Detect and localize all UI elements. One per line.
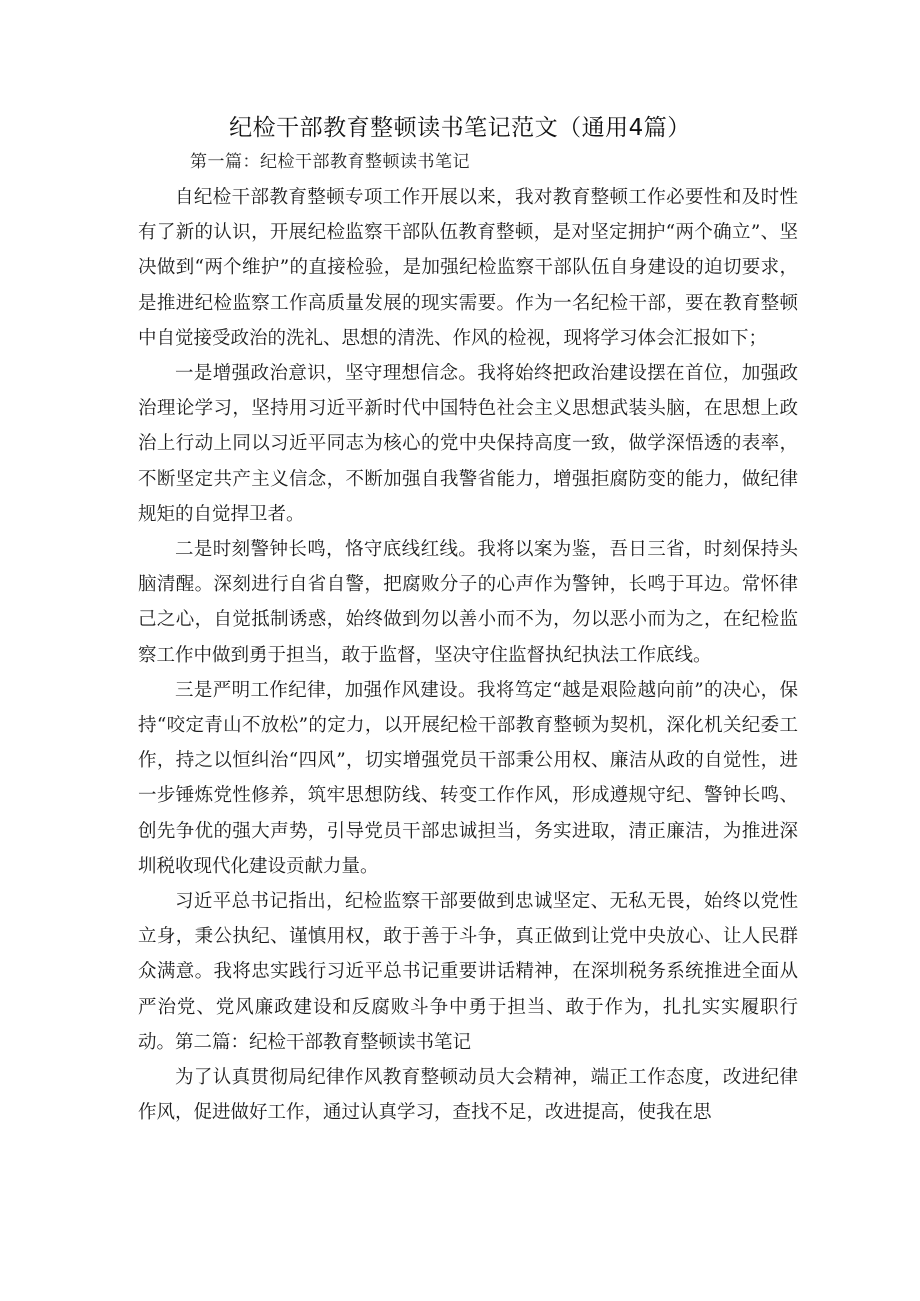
paragraph: 习近平总书记指出，纪检监察干部要做到忠诚坚定、无私无畏，始终以党性立身，秉公执纪、谨慎用权，敢于善于斗争，真正做到让党中央放心、让人民群众满意。我将忠实践行习近平总书记重要讲话精神，在深圳税务系统推进全面从严治党、党风廉政建设和反腐败斗争中勇于担当、敢于作为，扎扎实实履职行动。第二篇：纪检干部教育整顿读书笔记 xyxy=(138,891,798,1053)
paragraph: 一是增强政治意识，坚守理想信念。我将始终把政治建设摆在首位，加强政治理论学习，坚持用习近平新时代中国特色社会主义思想武装头脑，在思想上政治上行动上同以习近平同志为核心的党中央保持高度一致，做学深悟透的表率，不断坚定共产主义信念，不断加强自我警省能力，增强拒腐防变的能力，做纪律规矩的自觉捍卫者。 xyxy=(138,363,798,525)
paragraph: 二是时刻警钟长鸣，恪守底线红线。我将以案为鉴，吾日三省，时刻保持头脑清醒。深刻进行自省自警，把腐败分子的心声作为警钟，长鸣于耳边。常怀律己之心，自觉抵制诱惑，始终做到勿以善小而不为，勿以恶小而为之，在纪检监察工作中做到勇于担当，敢于监督，坚决守住监督执纪执法工作底线。 xyxy=(138,539,798,666)
paragraph: 三是严明工作纪律，加强作风建设。我将笃定“越是艰险越向前”的决心，保持“咬定青山不放松”的定力，以开展纪检干部教育整顿为契机，深化机关纪委工作，持之以恒纠治“四风”，切实增强党员干部秉公用权、廉洁从政的自觉性，进一步锤炼党性修养，筑牢思想防线、转变工作作风，形成遵规守纪、警钟长鸣、创先争优的强大声势，引导党员干部忠诚担当，务实进取，清正廉洁，为推进深圳税收现代化建设贡献力量。 xyxy=(138,679,798,877)
document-title: 纪检干部教育整顿读书笔记范文（通用4篇） xyxy=(229,115,691,141)
paragraph: 自纪检干部教育整顿专项工作开展以来，我对教育整顿工作必要性和及时性有了新的认识，开展纪检监察干部队伍教育整顿，是对坚定拥护“两个确立”、坚决做到“两个维护”的直接检验，是加强纪检监察干部队伍自身建设的迫切要求，是推进纪检监察工作高质量发展的现实需要。作为一名纪检干部，要在教育整顿中自觉接受政治的洗礼、思想的清洗、作风的检视，现将学习体会汇报如下； xyxy=(138,187,798,349)
document-body xyxy=(138,180,798,1130)
section-title: 第一篇：纪检干部教育整顿读书笔记 xyxy=(190,152,470,172)
paragraph: 为了认真贯彻局纪律作风教育整顿动员大会精神，端正工作态度，改进纪律作风，促进做好工作，通过认真学习，查找不足，改进提高，使我在思 xyxy=(138,1067,798,1124)
